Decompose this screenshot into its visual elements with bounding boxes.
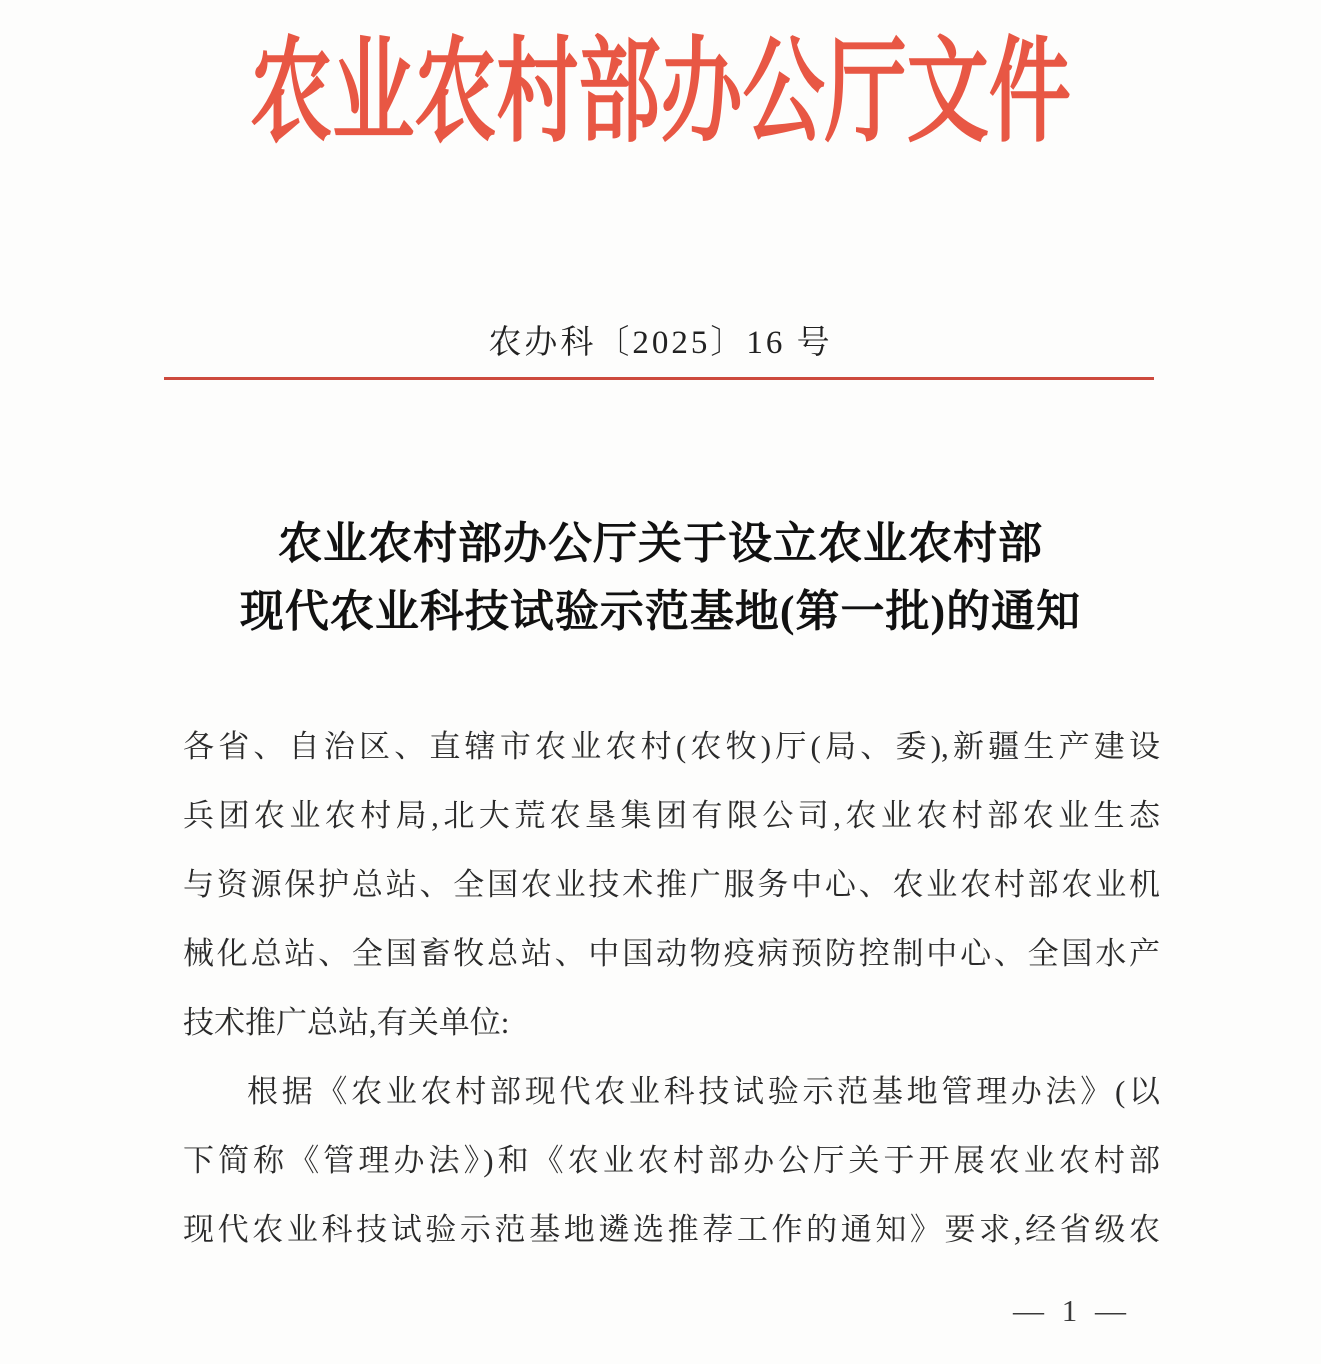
body-line: 根据《农业农村部现代农业科技试验示范基地管理办法》(以 bbox=[247, 1074, 1160, 1109]
doc-reference-number: 农办科〔2025〕16 号 bbox=[488, 325, 833, 361]
body-line: 与资源保护总站、全国农业技术推广服务中心、农业农村部农业机 bbox=[183, 867, 1160, 902]
title-line-1: 农业农村部办公厅关于设立农业农村部 bbox=[278, 519, 1043, 568]
page-number: — 1 — bbox=[1013, 1293, 1131, 1328]
body-line: 各省、自治区、直辖市农业农村(农牧)厅(局、委),新疆生产建设 bbox=[183, 729, 1160, 764]
red-divider-line bbox=[164, 377, 1154, 380]
body-line: 下简称《管理办法》)和《农业农村部办公厅关于开展农业农村部 bbox=[183, 1143, 1160, 1178]
document-body bbox=[183, 712, 1160, 1264]
body-line: 械化总站、全国畜牧总站、中国动物疫病预防控制中心、全国水产 bbox=[183, 936, 1160, 971]
agency-masthead: 农业农村部办公厅文件 bbox=[250, 29, 1071, 156]
body-line: 现代农业科技试验示范基地遴选推荐工作的通知》要求,经省级农 bbox=[183, 1212, 1160, 1247]
title-line-2: 现代农业科技试验示范基地(第一批)的通知 bbox=[239, 587, 1082, 636]
body-line: 兵团农业农村局,北大荒农垦集团有限公司,农业农村部农业生态 bbox=[183, 798, 1160, 833]
body-line: 技术推广总站,有关单位: bbox=[183, 1005, 510, 1040]
document-title bbox=[0, 510, 1321, 646]
